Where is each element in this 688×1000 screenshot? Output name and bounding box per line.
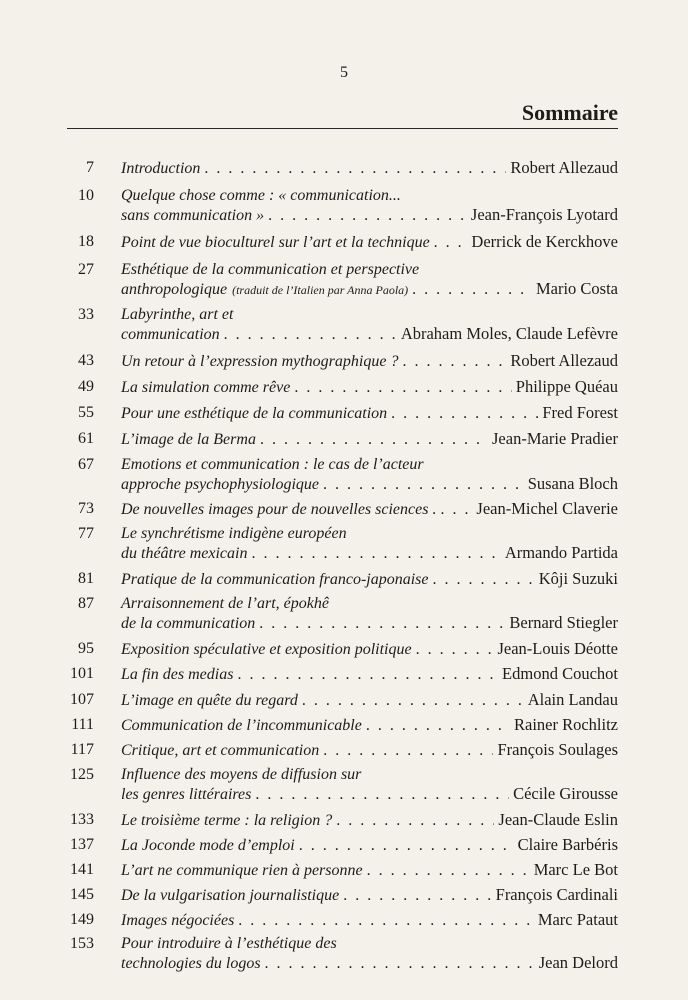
toc-author: Philippe Quéau <box>515 377 618 396</box>
leader-dots <box>416 640 494 659</box>
toc-author: Jean-François Lyotard <box>470 205 618 224</box>
toc-page-number: 7 <box>86 159 94 176</box>
toc-author: Jean-Michel Claverie <box>476 499 618 518</box>
toc-entry-body <box>121 639 618 658</box>
page-title: Sommaire <box>521 100 618 125</box>
toc-title-row <box>121 351 618 370</box>
toc-entry-body <box>121 664 618 683</box>
toc-entry-body <box>121 232 618 251</box>
toc-author: François Cardinali <box>495 885 618 904</box>
toc-entry-body <box>121 403 618 422</box>
toc-entry-body <box>121 186 618 224</box>
leader-dots <box>260 430 488 449</box>
toc-author: Susana Bloch <box>527 474 618 493</box>
toc-title-line: Arraisonnement de l’art, épokhê <box>121 595 329 612</box>
leader-dots <box>343 886 491 905</box>
toc-author: Robert Allezaud <box>510 351 618 370</box>
toc-page-number: 33 <box>78 306 94 323</box>
toc-author: Marc Le Bot <box>533 860 618 879</box>
page-number: 5 <box>340 64 348 81</box>
leader-dots <box>323 741 493 760</box>
toc-title-row <box>121 429 618 448</box>
toc-entry-body <box>121 305 618 343</box>
leader-dots <box>391 404 538 423</box>
toc-page-number: 133 <box>70 811 94 828</box>
toc-entry-body <box>121 429 618 448</box>
leader-dots <box>268 206 467 225</box>
toc-entry-body <box>121 455 618 493</box>
toc-page-number: 55 <box>78 404 94 421</box>
toc-page-number: 149 <box>70 911 94 928</box>
toc-title: L’image de la Berma <box>121 431 256 448</box>
leader-dots <box>367 861 530 880</box>
toc-page-number: 73 <box>78 500 94 517</box>
leader-dots <box>299 836 514 855</box>
toc-title: communication <box>121 326 220 343</box>
leader-dots <box>402 352 506 371</box>
leader-dots <box>237 665 498 684</box>
toc-title: Exposition spéculative et exposition politique <box>121 641 412 658</box>
toc-entry-body <box>121 835 618 854</box>
toc-entry-body <box>121 860 618 879</box>
toc-page-number: 95 <box>78 640 94 657</box>
toc-title: Un retour à l’expression mythographique ? <box>121 353 399 370</box>
toc-author: Bernard Stiegler <box>509 613 618 632</box>
toc-title: approche psychophysiologique <box>121 476 320 493</box>
toc-title: Point de vue bioculturel sur l’art et la technique <box>121 234 430 251</box>
toc-title-row <box>121 910 618 929</box>
toc-page-number: 49 <box>78 378 94 395</box>
leader-dots <box>265 954 535 973</box>
toc-page-number: 43 <box>78 352 94 369</box>
toc-title: Communication de l’incommunicable <box>121 717 362 734</box>
toc-author: Jean-Marie Pradier <box>492 429 618 448</box>
toc-entry-body <box>121 351 618 370</box>
toc-page-number: 77 <box>78 525 94 542</box>
toc-title: La fin des medias <box>121 666 234 683</box>
toc-author: Robert Allezaud <box>510 158 618 177</box>
toc-page-number: 18 <box>78 233 94 250</box>
toc-page-number: 27 <box>78 261 94 278</box>
toc-page-number: 125 <box>70 766 94 783</box>
toc-title-row <box>121 279 618 298</box>
toc-title: technologies du logos <box>121 955 261 972</box>
toc-page-number: 81 <box>78 570 94 587</box>
toc-title: Pour une esthétique de la communication <box>121 405 388 422</box>
toc-title-row <box>121 232 618 251</box>
toc-title-line: Emotions et communication : le cas de l’acteur <box>121 456 424 473</box>
toc-title: sans communication » <box>121 207 265 224</box>
toc-page-number: 107 <box>70 691 94 708</box>
toc-page-number: 141 <box>70 861 94 878</box>
toc-entry-body <box>121 158 618 177</box>
leader-dots <box>433 570 535 589</box>
toc-entry-body <box>121 910 618 929</box>
toc-title-row <box>121 499 618 518</box>
leader-dots <box>412 280 532 299</box>
toc-title: Critique, art et communication <box>121 742 320 759</box>
toc-author: François Soulages <box>497 740 618 759</box>
toc-title-row <box>121 403 618 422</box>
leader-dots <box>255 785 509 804</box>
toc-entry-body <box>121 810 618 829</box>
toc-entry-body <box>121 524 618 562</box>
toc-page-number: 111 <box>71 716 94 733</box>
leader-dots <box>204 159 506 178</box>
toc-title-row <box>121 953 618 972</box>
leader-dots <box>259 614 505 633</box>
toc-title-row <box>121 835 618 854</box>
toc-author: Jean-Louis Déotte <box>497 639 618 658</box>
toc-title-line: Esthétique de la communication et perspective <box>121 261 420 278</box>
toc-title-row <box>121 740 618 759</box>
toc-entry-body <box>121 765 618 803</box>
toc-title-row <box>121 664 618 683</box>
toc-author: Alain Landau <box>527 690 618 709</box>
toc-page-number: 153 <box>70 935 94 952</box>
toc-title: Images négociées <box>121 912 235 929</box>
toc-title: De nouvelles images pour de nouvelles sciences . <box>121 501 437 518</box>
toc-title: Introduction <box>121 160 201 177</box>
toc-title: La Joconde mode d’emploi <box>121 837 295 854</box>
toc-page-number: 10 <box>78 187 94 204</box>
toc-title-row <box>121 810 618 829</box>
toc-title-row <box>121 474 618 493</box>
toc-title: anthropologique <box>121 281 228 298</box>
toc-author: Rainer Rochlitz <box>513 715 618 734</box>
toc-page-number: 117 <box>70 741 94 758</box>
toc-entry-body <box>121 934 618 972</box>
toc-title-row <box>121 569 618 588</box>
toc-author: Cécile Girousse <box>513 784 618 803</box>
toc-author: Jean-Claude Eslin <box>498 810 618 829</box>
title-rule <box>67 128 618 129</box>
toc-title: Le troisième terme : la religion ? <box>121 812 333 829</box>
toc-title-row <box>121 690 618 709</box>
leader-dots <box>440 500 472 519</box>
toc-author: Claire Barbéris <box>517 835 618 854</box>
toc-title: les genres littéraires <box>121 786 252 803</box>
toc-author: Mario Costa <box>535 279 618 298</box>
leader-dots <box>251 544 500 563</box>
toc-title-line: Labyrinthe, art et <box>121 306 234 323</box>
toc-entry-body <box>121 715 618 734</box>
toc-title-row <box>121 784 618 803</box>
toc-page-number: 101 <box>70 665 94 682</box>
leader-dots <box>434 233 468 252</box>
toc-page-number: 87 <box>78 595 94 612</box>
toc-title-row <box>121 324 618 343</box>
toc-title: Pratique de la communication franco-japonaise <box>121 571 429 588</box>
toc-title-row <box>121 885 618 904</box>
toc-author: Abraham Moles, Claude Lefèvre <box>400 324 618 343</box>
leader-dots <box>302 691 524 710</box>
toc-author: Fred Forest <box>542 403 618 422</box>
toc-title-line: Le synchrétisme indigène européen <box>121 525 347 542</box>
toc-title-line: Pour introduire à l’esthétique des <box>121 935 337 952</box>
toc-title-row <box>121 715 618 734</box>
toc-title: La simulation comme rêve <box>121 379 291 396</box>
toc-title: De la vulgarisation journalistique <box>121 887 340 904</box>
toc-entry-body <box>121 690 618 709</box>
toc-title: L’art ne communique rien à personne <box>121 862 363 879</box>
toc-title-row <box>121 205 618 224</box>
toc-page-number: 137 <box>70 836 94 853</box>
toc-author: Derrick de Kerckhove <box>471 232 618 251</box>
toc-page-number: 145 <box>70 886 94 903</box>
toc-title: L’image en quête du regard <box>121 692 298 709</box>
toc-author: Kôji Suzuki <box>538 569 618 588</box>
leader-dots <box>294 378 511 397</box>
toc-title-line: Quelque chose comme : « communication... <box>121 187 401 204</box>
toc-title-row <box>121 639 618 658</box>
toc-author: Armando Partida <box>504 543 618 562</box>
toc-entry-body <box>121 569 618 588</box>
toc-page-number: 67 <box>78 456 94 473</box>
toc-title-line: Influence des moyens de diffusion sur <box>121 766 362 783</box>
toc-entry-body <box>121 740 618 759</box>
toc-title-row <box>121 158 618 177</box>
leader-dots <box>323 475 524 494</box>
toc-entry-body <box>121 377 618 396</box>
leader-dots <box>238 911 534 930</box>
toc-entry-body <box>121 885 618 904</box>
toc-title: du théâtre mexicain <box>121 545 248 562</box>
toc-author: Jean Delord <box>538 953 618 972</box>
toc-title-row <box>121 613 618 632</box>
toc-entry-body <box>121 499 618 518</box>
leader-dots <box>366 716 510 735</box>
toc-title-row <box>121 377 618 396</box>
toc-page-number: 61 <box>78 430 94 447</box>
toc-note: (traduit de l’Italien par Anna Paola) <box>232 283 409 297</box>
toc-author: Marc Pataut <box>537 910 618 929</box>
leader-dots <box>224 325 397 344</box>
toc-title-row <box>121 543 618 562</box>
toc-entry-body <box>121 260 618 298</box>
toc-title: de la communication <box>121 615 256 632</box>
toc-author: Edmond Couchot <box>502 664 618 683</box>
toc-entry-body <box>121 594 618 632</box>
toc-title-row <box>121 860 618 879</box>
leader-dots <box>336 811 494 830</box>
